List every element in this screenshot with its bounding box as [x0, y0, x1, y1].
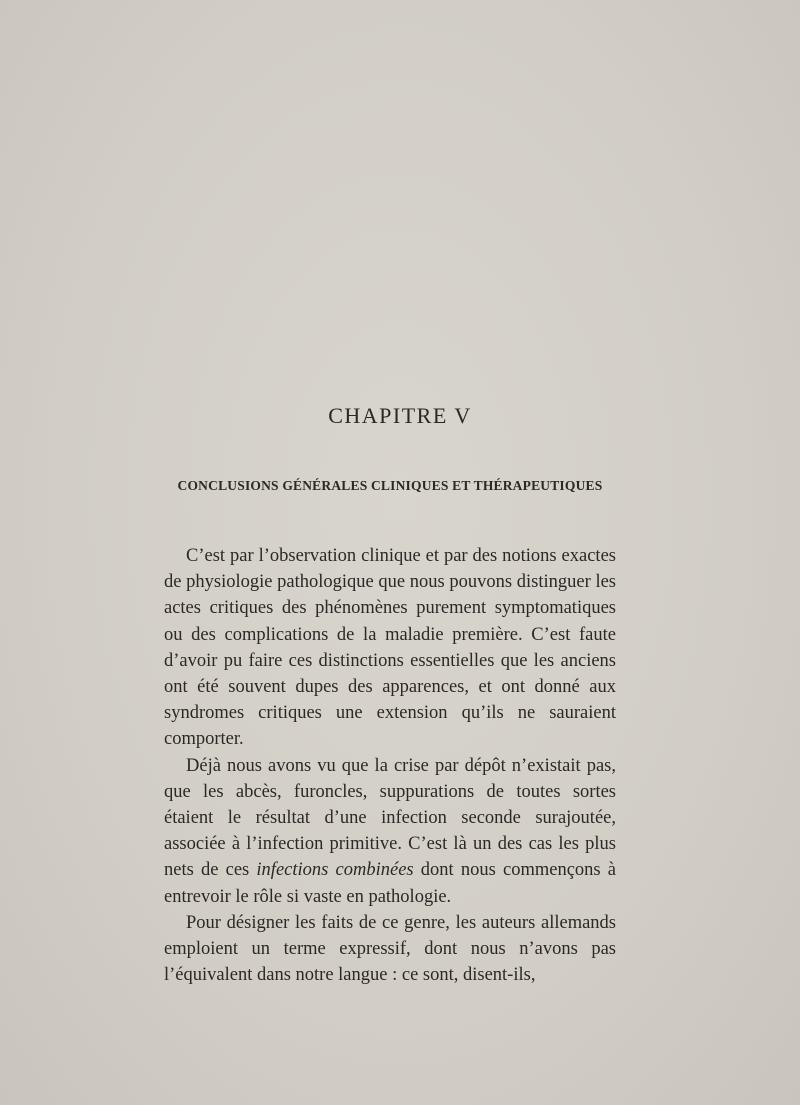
- paragraph-2-text-before: Déjà nous avons vu que la crise par dépôt n’existait pas, que les abcès, furoncles, suppurations de toutes sortes étaient le résultat d’une infection seconde surajoutée, associée à l’infection primitive. C’est là un des cas les plus nets de ces: [164, 755, 616, 881]
- paragraph-2: [164, 753, 616, 910]
- paragraph-1: C’est par l’observation clinique et par des notions exactes de physiologie pathologique que nous pouvons distinguer les actes critiques des phénomènes purement symptomatiques ou des complications de la maladie première. C’est faute d’avoir pu faire ces distinctions essentielles que les anciens ont été souvent dupes des apparences, et ont donné aux syndromes critiques une extension qu’ils ne sauraient comporter.: [164, 546, 616, 750]
- paragraph-2-text-after: dont nous commençons à entrevoir le rôle si vaste en pathologie.: [164, 860, 616, 907]
- paragraph-2-emphasis: infections combinées: [256, 860, 414, 881]
- chapter-subtitle: CONCLUSIONS GÉNÉRALES CLINIQUES ET THÉRAPEUTIQUES: [177, 478, 603, 493]
- paragraph-3: Pour désigner les faits de ce genre, les auteurs allemands emploient un terme expressif, dont nous n’avons pas l’équivalent dans notre langue : ce sont, disent-ils,: [164, 912, 616, 986]
- body-text: [164, 543, 616, 988]
- chapter-title: CHAPITRE V: [328, 403, 472, 428]
